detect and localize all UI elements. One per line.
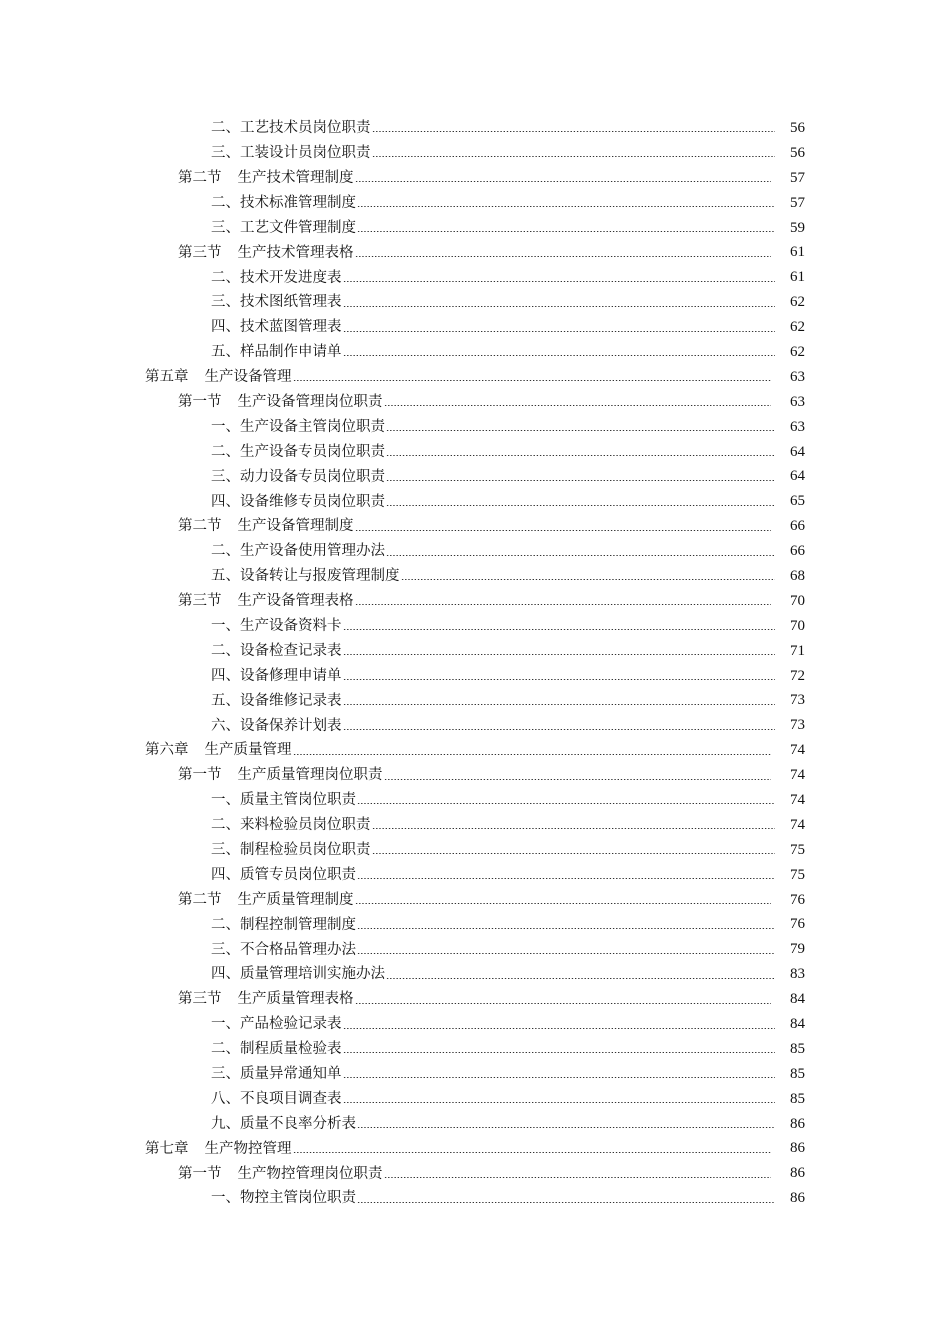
toc-page-number: 85 [790,1065,805,1082]
toc-item-entry[interactable] [0,440,950,465]
dot-leader [384,779,772,780]
toc-item-entry[interactable] [0,539,950,564]
dot-leader [343,1077,776,1078]
toc-entry-title [211,1017,342,1032]
toc-entry-title [211,569,400,584]
toc-section-entry[interactable] [0,987,950,1012]
toc-item-entry[interactable] [0,1012,950,1037]
toc-entry-label: 三、制程检验员岗位职责 [211,842,371,859]
toc-entry-label: 四、技术蓝图管理表 [211,319,342,336]
toc-entry-label: 三、质量异常通知单 [211,1066,342,1083]
toc-entry-number: 第一节 [178,767,222,784]
toc-item-entry[interactable] [0,664,950,689]
toc-item-entry[interactable] [0,1112,950,1137]
toc-page-number: 68 [790,567,805,584]
toc-entry-label: 一、产品检验记录表 [211,1016,342,1033]
toc-section-entry[interactable] [0,763,950,788]
dot-leader [386,480,775,481]
toc-entry-title [211,420,385,435]
toc-section-entry[interactable] [0,1161,950,1186]
toc-entry-title [211,669,342,684]
dot-leader [372,131,776,132]
toc-entry-title [145,743,292,758]
toc-entry-title [211,1117,356,1132]
dot-leader [343,1102,776,1103]
toc-entry-title [211,1191,356,1206]
dot-leader [386,430,775,431]
toc-entry-number: 第三节 [178,991,222,1008]
dot-leader [343,281,776,282]
toc-item-entry[interactable] [0,116,950,141]
toc-entry-title [178,992,354,1007]
toc-entry-label: 八、不良项目调查表 [211,1090,342,1107]
toc-entry-label: 二、生产设备专员岗位职责 [211,443,385,460]
toc-item-entry[interactable] [0,191,950,216]
toc-item-entry[interactable] [0,788,950,813]
toc-page-number: 72 [790,667,805,684]
toc-page-number: 73 [790,692,805,709]
toc-item-entry[interactable] [0,838,950,863]
dot-leader [293,754,772,755]
toc-item-entry[interactable] [0,141,950,166]
toc-entry-number: 第七章 [145,1140,189,1157]
dot-leader [293,1152,772,1153]
toc-entry-title [211,121,371,136]
toc-entry-title [211,943,356,958]
toc-entry-label: 四、质量管理培训实施办法 [211,966,385,983]
toc-entry-title [211,818,371,833]
toc-entry-title [211,694,342,709]
toc-page-number: 64 [790,443,805,460]
toc-entry-title [211,619,342,634]
toc-page-number: 66 [790,543,805,560]
toc-page-number: 86 [790,1140,805,1157]
toc-item-entry[interactable] [0,1037,950,1062]
toc-page-number: 63 [790,418,805,435]
toc-item-entry[interactable] [0,489,950,514]
dot-leader [343,306,776,307]
toc-entry-number: 第二节 [178,518,222,535]
toc-item-entry[interactable] [0,813,950,838]
toc-section-entry[interactable] [0,589,950,614]
toc-entry-title [211,644,342,659]
toc-entry-title [211,445,385,460]
toc-page-number: 62 [790,294,805,311]
dot-leader [343,679,776,680]
toc-entry-label: 四、设备修理申请单 [211,667,342,684]
toc-entry-title [178,519,354,534]
toc-page-number: 62 [790,343,805,360]
toc-page-number: 65 [790,493,805,510]
toc-entry-label: 三、技术图纸管理表 [211,294,342,311]
toc-item-entry[interactable] [0,340,950,365]
toc-entry-label: 三、工装设计员岗位职责 [211,145,371,162]
dot-leader [355,903,772,904]
toc-page-number: 59 [790,219,805,236]
toc-section-entry[interactable] [0,390,950,415]
toc-page-number: 74 [790,742,805,759]
toc-page-number: 84 [790,991,805,1008]
toc-item-entry[interactable] [0,913,950,938]
toc-page-number: 61 [790,244,805,261]
toc-page-number: 63 [790,368,805,385]
toc-page-number: 56 [790,144,805,161]
toc-entry-title [211,544,385,559]
dot-leader [401,579,776,580]
toc-page-number: 74 [790,791,805,808]
toc-entry-label: 三、动力设备专员岗位职责 [211,468,385,485]
toc-page-number: 86 [790,1190,805,1207]
toc-item-entry[interactable] [0,1087,950,1112]
toc-page-number: 57 [790,169,805,186]
toc-entry-label: 二、设备检查记录表 [211,642,342,659]
toc-page-number: 86 [790,1165,805,1182]
toc-entry-title [178,1167,383,1182]
toc-chapter-entry[interactable] [0,365,950,390]
dot-leader [357,1127,775,1128]
toc-entry-title [211,196,356,211]
toc-page-number: 62 [790,319,805,336]
toc-page-number: 83 [790,966,805,983]
toc-item-entry[interactable] [0,863,950,888]
toc-page-number: 79 [790,941,805,958]
toc-page-number: 61 [790,269,805,286]
dot-leader [343,729,776,730]
dot-leader [343,1028,776,1029]
toc-page-number: 70 [790,592,805,609]
toc-page-number: 76 [790,916,805,933]
dot-leader [372,156,776,157]
toc-entry-title [211,221,356,236]
dot-leader [357,1202,775,1203]
toc-section-entry[interactable] [0,514,950,539]
toc-item-entry[interactable] [0,564,950,589]
toc-entry-label: 二、工艺技术员岗位职责 [211,120,371,137]
toc-entry-label: 三、工艺文件管理制度 [211,219,356,236]
toc-entry-title [211,1042,342,1057]
toc-entry-label: 二、技术开发进度表 [211,269,342,286]
toc-page-number: 74 [790,816,805,833]
toc-entry-title [178,171,354,186]
toc-entry-number: 第二节 [178,169,222,186]
toc-entry-label: 生产质量管理制度 [237,891,354,908]
toc-chapter-entry[interactable] [0,1137,950,1162]
toc-entry-title [211,345,342,360]
dot-leader [357,206,775,207]
toc-entry-label: 六、设备保养计划表 [211,717,342,734]
toc-entry-label: 二、制程质量检验表 [211,1041,342,1058]
dot-leader [372,853,776,854]
toc-entry-number: 第六章 [145,742,189,759]
toc-page-number: 73 [790,717,805,734]
toc-entry-title [178,395,383,410]
toc-page-number: 56 [790,119,805,136]
toc-entry-title [211,719,342,734]
toc-entry-label: 四、质管专员岗位职责 [211,866,356,883]
toc-entry-title [211,843,371,858]
toc-entry-label: 生产质量管理表格 [237,991,354,1008]
dot-leader [355,530,772,531]
toc-entry-label: 二、生产设备使用管理办法 [211,543,385,560]
toc-entry-label: 九、质量不良率分析表 [211,1115,356,1132]
toc-section-entry[interactable] [0,166,950,191]
toc-entry-title [145,370,292,385]
toc-entry-label: 生产设备管理岗位职责 [237,393,383,410]
toc-page-number: 63 [790,393,805,410]
toc-entry-title [145,1142,292,1157]
toc-item-entry[interactable] [0,688,950,713]
toc-entry-title [178,246,354,261]
toc-page-number: 85 [790,1040,805,1057]
dot-leader [293,380,772,381]
toc-entry-title [211,868,356,883]
dot-leader [386,505,775,506]
toc-item-entry[interactable] [0,639,950,664]
toc-entry-title [211,470,385,485]
toc-item-entry[interactable] [0,290,950,315]
toc-entry-number: 第一节 [178,1165,222,1182]
toc-item-entry[interactable] [0,937,950,962]
toc-entry-label: 生产物控管理 [204,1140,292,1157]
toc-item-entry[interactable] [0,415,950,440]
dot-leader [343,629,776,630]
dot-leader [372,828,776,829]
dot-leader [357,878,775,879]
toc-entry-title [211,967,385,982]
toc-entry-label: 四、设备维修专员岗位职责 [211,493,385,510]
toc-item-entry[interactable] [0,315,950,340]
dot-leader [386,978,775,979]
toc-entry-label: 生产质量管理岗位职责 [237,767,383,784]
dot-leader [343,1052,776,1053]
toc-entry-title [178,893,354,908]
dot-leader [355,181,772,182]
dot-leader [343,654,776,655]
toc-entry-label: 二、来料检验员岗位职责 [211,817,371,834]
toc-page-number: 64 [790,468,805,485]
toc-entry-title [178,594,354,609]
dot-leader [357,928,775,929]
dot-leader [355,604,772,605]
toc-chapter-entry[interactable] [0,738,950,763]
dot-leader [343,331,776,332]
toc-entry-label: 二、制程控制管理制度 [211,916,356,933]
toc-item-entry[interactable] [0,713,950,738]
toc-entry-label: 生产物控管理岗位职责 [237,1165,383,1182]
toc-section-entry[interactable] [0,888,950,913]
dot-leader [357,953,775,954]
toc-item-entry[interactable] [0,1062,950,1087]
toc-entry-label: 生产技术管理表格 [237,244,354,261]
toc-page-number: 76 [790,891,805,908]
dot-leader [357,231,775,232]
toc-item-entry[interactable] [0,265,950,290]
toc-entry-title [211,295,342,310]
toc-item-entry[interactable] [0,614,950,639]
toc-page-number: 57 [790,194,805,211]
toc-entry-number: 第三节 [178,593,222,610]
toc-page-number: 84 [790,1016,805,1032]
toc-entry-number: 第三节 [178,244,222,261]
toc-entry-title [211,495,385,510]
dot-leader [384,1177,772,1178]
toc-entry-label: 生产设备管理 [204,369,292,386]
toc-entry-title [178,768,383,783]
dot-leader [355,1003,772,1004]
toc-entry-label: 生产设备管理制度 [237,518,354,535]
dot-leader [343,355,776,356]
toc-page-number: 74 [790,767,805,784]
toc-entry-label: 生产质量管理 [204,742,292,759]
toc-entry-title [211,793,356,808]
toc-page-number: 75 [790,841,805,858]
toc-item-entry[interactable] [0,962,950,987]
toc-entry-label: 一、生产设备主管岗位职责 [211,418,385,435]
toc-item-entry[interactable] [0,464,950,489]
toc-entry-number: 第一节 [178,393,222,410]
toc-entry-title [211,1067,342,1082]
dot-leader [384,405,772,406]
toc-entry-title [211,146,371,161]
toc-entry-label: 五、设备转让与报废管理制度 [211,568,400,585]
toc-entry-label: 一、质量主管岗位职责 [211,792,356,809]
toc-entry-number: 第二节 [178,891,222,908]
dot-leader [386,455,775,456]
toc-entry-label: 三、不合格品管理办法 [211,941,356,958]
toc-entry-label: 生产技术管理制度 [237,169,354,186]
toc-page-number: 66 [790,518,805,535]
dot-leader [343,704,776,705]
toc-section-entry[interactable] [0,240,950,265]
toc-entry-title [211,1092,342,1107]
toc-item-entry[interactable] [0,216,950,241]
toc-item-entry[interactable] [0,1186,950,1211]
toc-entry-label: 二、技术标准管理制度 [211,194,356,211]
toc-page-number: 70 [790,617,805,634]
dot-leader [357,803,775,804]
toc-page-number: 85 [790,1090,805,1107]
toc-page-number: 86 [790,1115,805,1132]
table-of-contents [0,116,950,1211]
toc-page-number: 71 [790,642,805,659]
toc-page-number: 75 [790,866,805,883]
toc-entry-label: 生产设备管理表格 [237,593,354,610]
toc-entry-title [211,320,342,335]
toc-entry-label: 一、物控主管岗位职责 [211,1190,356,1207]
dot-leader [355,256,772,257]
toc-entry-label: 一、生产设备资料卡 [211,618,342,634]
toc-entry-title [211,918,356,933]
toc-entry-number: 第五章 [145,369,189,386]
dot-leader [386,555,775,556]
toc-entry-title [211,271,342,286]
toc-entry-label: 五、设备维修记录表 [211,692,342,709]
toc-entry-label: 五、样品制作申请单 [211,344,342,361]
